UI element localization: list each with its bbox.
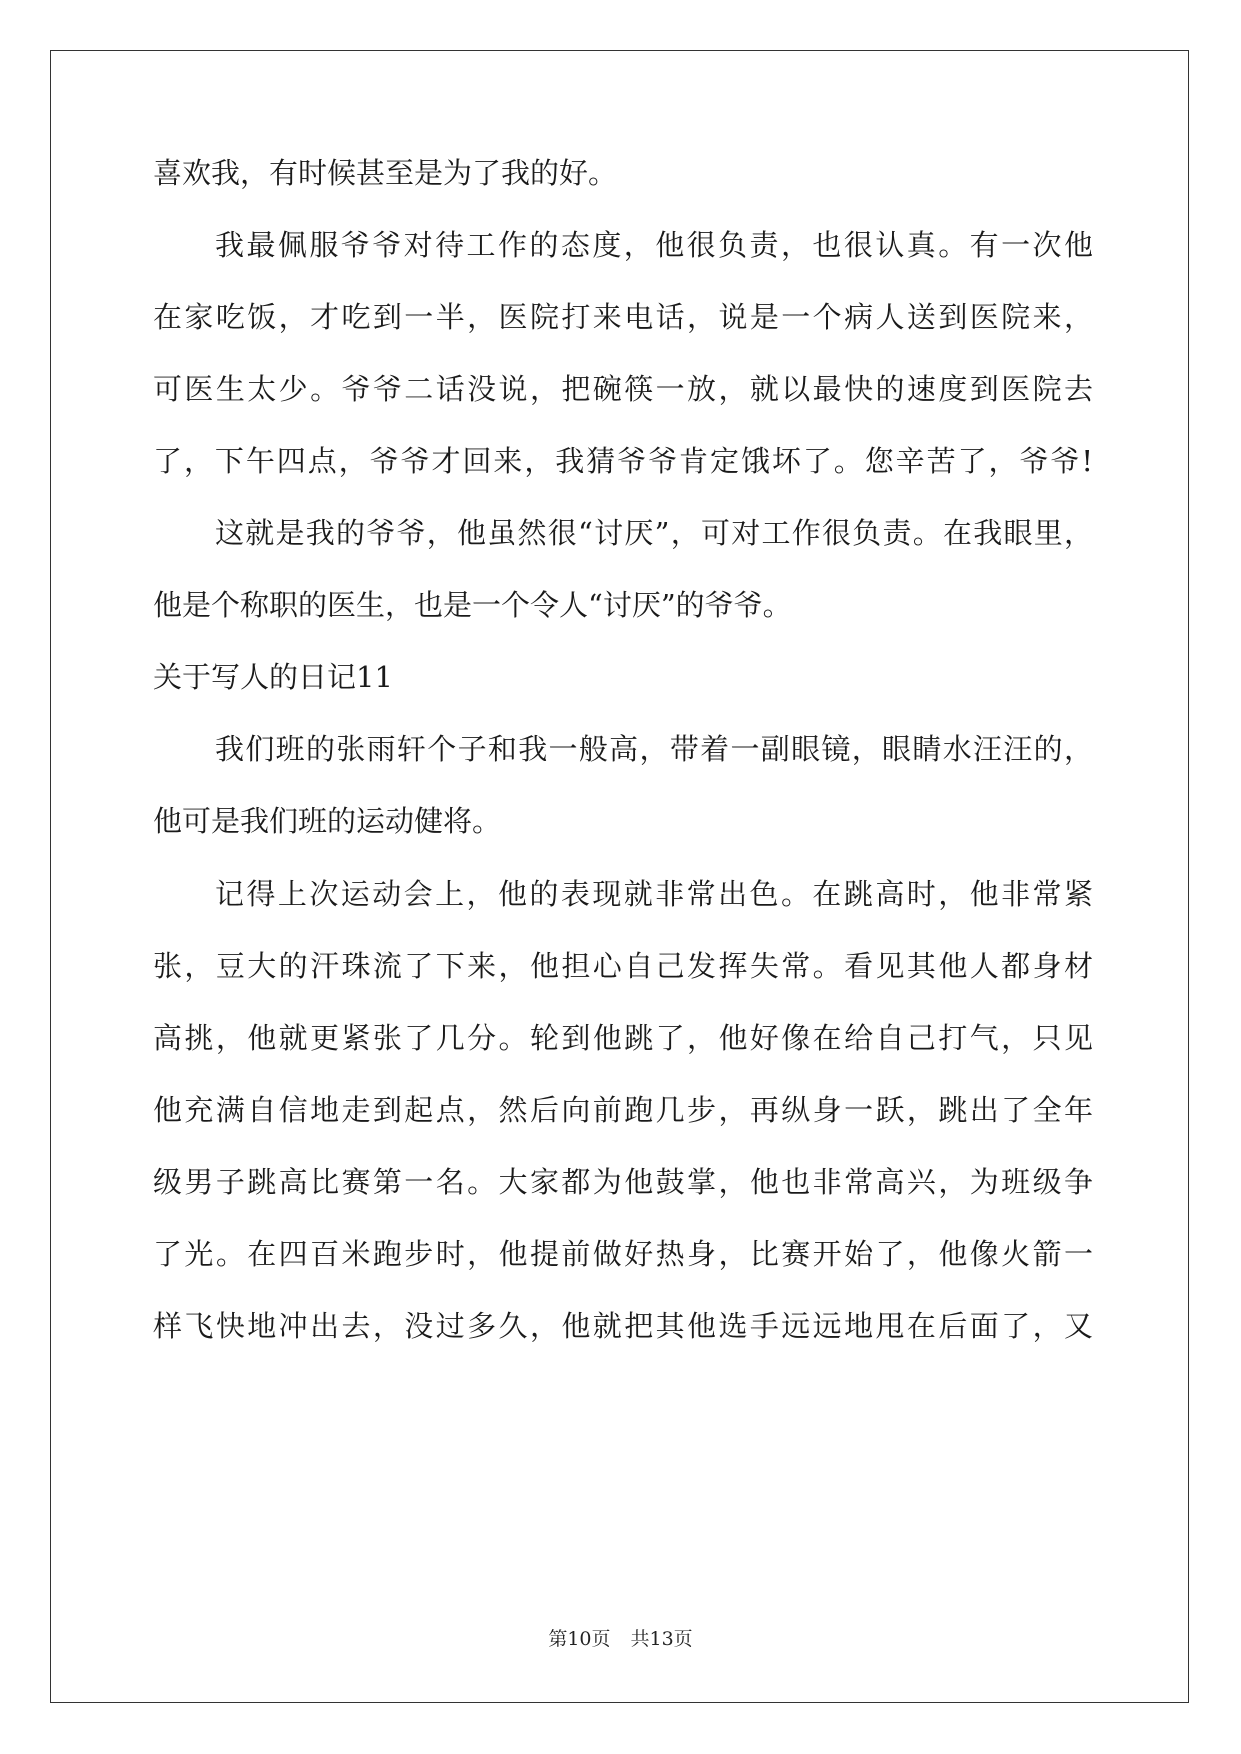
text-line: 我最佩服爷爷对待工作的态度，他很负责，也很认真。有一次他 [215, 228, 1093, 262]
text-line: 了，下午四点，爷爷才回来，我猜爷爷肯定饿坏了。您辛苦了，爷爷! [153, 444, 1093, 478]
page-footer [0, 1624, 1241, 1654]
page-number: 第10页 [548, 1628, 611, 1650]
text-line: 可医生太少。爷爷二话没说，把碗筷一放，就以最快的速度到医院去 [153, 372, 1093, 406]
text-line: 高挑，他就更紧张了几分。轮到他跳了，他好像在给自己打气，只见 [153, 1021, 1093, 1055]
text-line: 喜欢我，有时候甚至是为了我的好。 [153, 156, 618, 190]
text-line: 在家吃饭，才吃到一半，医院打来电话，说是一个病人送到医院来， [153, 300, 1093, 334]
text-line: 了光。在四百米跑步时，他提前做好热身，比赛开始了，他像火箭一 [153, 1237, 1093, 1271]
section-heading: 关于写人的日记11 [153, 660, 393, 694]
text-line: 这就是我的爷爷，他虽然很“讨厌”，可对工作很负责。在我眼里， [215, 516, 1093, 550]
text-line: 样飞快地冲出去，没过多久，他就把其他选手远远地甩在后面了，又 [153, 1309, 1093, 1343]
text-line: 张，豆大的汗珠流了下来，他担心自己发挥失常。看见其他人都身材 [153, 949, 1093, 983]
text-line: 级男子跳高比赛第一名。大家都为他鼓掌，他也非常高兴，为班级争 [153, 1165, 1093, 1199]
text-line: 我们班的张雨轩个子和我一般高，带着一副眼镜，眼睛水汪汪的， [215, 732, 1093, 766]
text-line: 记得上次运动会上，他的表现就非常出色。在跳高时，他非常紧 [215, 877, 1093, 911]
text-line: 他是个称职的医生，也是一个令人“讨厌”的爷爷。 [153, 588, 792, 622]
text-line: 他充满自信地走到起点，然后向前跑几步，再纵身一跃，跳出了全年 [153, 1093, 1093, 1127]
text-line: 他可是我们班的运动健将。 [153, 804, 502, 838]
page-total: 共13页 [630, 1628, 693, 1650]
